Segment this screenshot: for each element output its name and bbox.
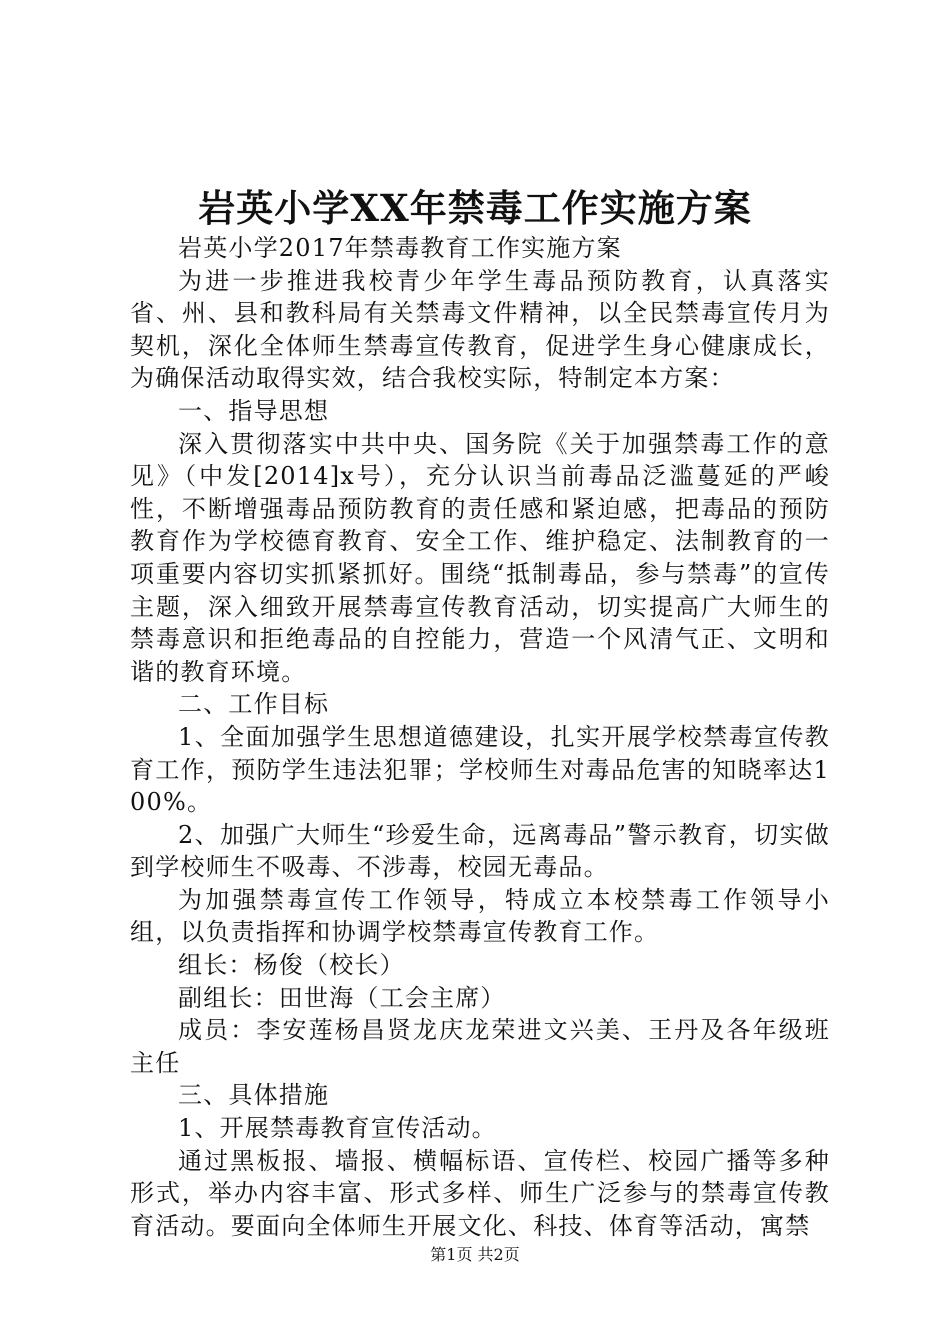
document-title: 岩英小学XX年禁毒工作实施方案 [198,186,752,230]
section-heading-guiding-ideology: 一、指导思想 [178,396,330,425]
paragraph-leadership-group: 为加强禁毒宣传工作领导，特成立本校禁毒工作领导小组，以负责指挥和协调学校禁毒宣传教育工作。 [130,885,830,947]
paragraph-measure-1-detail: 通过黑板报、墙报、横幅标语、宣传栏、校园广播等多种形式，举办内容丰富、形式多样、师生广泛参与的禁毒宣传教育活动。要面向全体师生开展文化、科技、体育等活动，寓禁 [130,1146,830,1240]
paragraph-group-leader: 组长：杨俊（校长） [178,951,405,980]
paragraph-goal-2: 2、加强广大师生“珍爱生命，远离毒品”警示教育，切实做到学校师生不吸毒、不涉毒，校园无毒品。 [130,820,830,882]
section-heading-work-goals: 二、工作目标 [178,690,330,719]
paragraph-guiding-ideology: 深入贯彻落实中共中央、国务院《关于加强禁毒工作的意见》（中发[2014]x号），充分认识当前毒品泛滥蔓延的严峻性，不断增强毒品预防教育的责任感和紧迫感，把毒品的预防教育作为学校德育教育、安全工作、维护稳定、法制教育的一项重要内容切实抓紧抓好。围绕“抵制毒品，参与禁毒”的宣传主题，深入细致开展禁毒宣传教育活动，切实提高广大师生的禁毒意识和拒绝毒品的自控能力，营造一个风清气正、文明和谐的教育环境。 [130,429,830,686]
paragraph-intro: 为进一步推进我校青少年学生毒品预防教育，认真落实省、州、县和教科局有关禁毒文件精神，以全民禁毒宣传月为契机，深化全体师生禁毒宣传教育，促进学生身心健康成长，为确保活动取得实效，结合我校实际，特制定本方案： [130,266,830,393]
paragraph-subtitle: 岩英小学2017年禁毒教育工作实施方案 [178,234,622,262]
paragraph-measure-1: 1、开展禁毒教育宣传活动。 [178,1114,497,1143]
paragraph-members: 成员：李安莲杨昌贤龙庆龙荣进文兴美、王丹及各年级班主任 [130,1016,830,1077]
paragraph-goal-1: 1、全面加强学生思想道德建设，扎实开展学校禁毒宣传教育工作，预防学生违法犯罪；学校师生对毒品危害的知晓率达100%。 [130,722,830,817]
paragraph-deputy-leader: 副组长：田世海（工会主席） [178,983,506,1012]
section-heading-measures: 三、具体措施 [178,1081,330,1110]
document-body [130,232,830,1242]
page-footer: 第1页 共2页 [430,1245,520,1264]
